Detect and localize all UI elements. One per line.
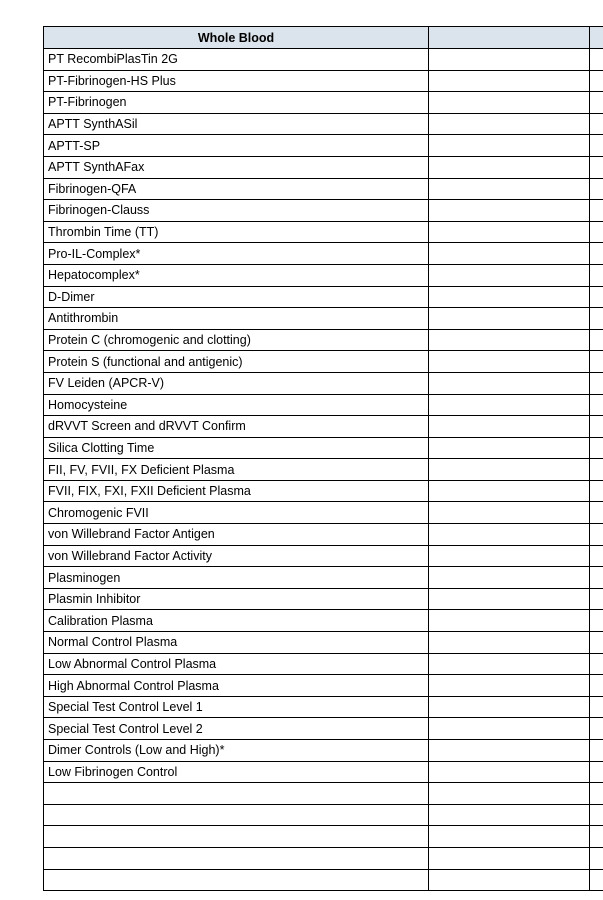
- table-row: [44, 113, 603, 135]
- value-cell[interactable]: [429, 308, 590, 330]
- test-name-cell[interactable]: dRVVT Screen and dRVVT Confirm: [44, 416, 429, 438]
- table-row: [44, 221, 603, 243]
- test-name-cell[interactable]: APTT-SP: [44, 135, 429, 157]
- test-name-cell[interactable]: Homocysteine: [44, 394, 429, 416]
- value-cell[interactable]: [429, 761, 590, 783]
- table-row: [44, 178, 603, 200]
- header-column-2[interactable]: [429, 27, 590, 49]
- table-row: [44, 524, 603, 546]
- extra-cell[interactable]: [590, 826, 603, 848]
- extra-cell[interactable]: [590, 480, 603, 502]
- test-name-cell[interactable]: Protein S (functional and antigenic): [44, 351, 429, 373]
- test-name-cell[interactable]: von Willebrand Factor Antigen: [44, 524, 429, 546]
- value-cell[interactable]: [429, 372, 590, 394]
- extra-cell[interactable]: [590, 200, 603, 222]
- value-cell[interactable]: [429, 351, 590, 373]
- value-cell[interactable]: [429, 156, 590, 178]
- table-row: [44, 437, 603, 459]
- extra-cell[interactable]: [590, 243, 603, 265]
- extra-cell[interactable]: [590, 416, 603, 438]
- extra-cell[interactable]: [590, 545, 603, 567]
- test-name-cell[interactable]: Low Abnormal Control Plasma: [44, 653, 429, 675]
- value-cell[interactable]: [429, 221, 590, 243]
- table-row: [44, 632, 603, 654]
- test-name-cell[interactable]: FV Leiden (APCR-V): [44, 372, 429, 394]
- value-cell[interactable]: [429, 567, 590, 589]
- value-cell[interactable]: [429, 329, 590, 351]
- value-cell[interactable]: [429, 200, 590, 222]
- value-cell[interactable]: [429, 869, 590, 891]
- extra-cell[interactable]: [590, 178, 603, 200]
- table-row: [44, 718, 603, 740]
- extra-cell[interactable]: [590, 221, 603, 243]
- value-cell[interactable]: [429, 502, 590, 524]
- table-row: [44, 610, 603, 632]
- table-row: [44, 92, 603, 114]
- test-name-cell[interactable]: Protein C (chromogenic and clotting): [44, 329, 429, 351]
- extra-cell[interactable]: [590, 113, 603, 135]
- value-cell[interactable]: [429, 92, 590, 114]
- extra-cell[interactable]: [590, 653, 603, 675]
- test-name-cell[interactable]: Chromogenic FVII: [44, 502, 429, 524]
- test-name-cell[interactable]: [44, 783, 429, 805]
- header-whole-blood[interactable]: Whole Blood: [44, 27, 429, 49]
- extra-cell[interactable]: [590, 437, 603, 459]
- value-cell[interactable]: [429, 524, 590, 546]
- table-row: [44, 480, 603, 502]
- test-name-cell[interactable]: APTT SynthASil: [44, 113, 429, 135]
- value-cell[interactable]: [429, 416, 590, 438]
- extra-cell[interactable]: [590, 524, 603, 546]
- table-row: [44, 156, 603, 178]
- extra-cell[interactable]: [590, 869, 603, 891]
- table-row: [44, 416, 603, 438]
- value-cell[interactable]: [429, 178, 590, 200]
- table-row: [44, 70, 603, 92]
- header-row: [44, 27, 603, 49]
- test-name-cell[interactable]: PT RecombiPlasTin 2G: [44, 49, 429, 71]
- table-row: [44, 653, 603, 675]
- extra-cell[interactable]: [590, 804, 603, 826]
- value-cell[interactable]: [429, 588, 590, 610]
- table-row: [44, 49, 603, 71]
- extra-cell[interactable]: [590, 696, 603, 718]
- test-name-cell[interactable]: [44, 869, 429, 891]
- table-row: [44, 329, 603, 351]
- test-name-cell[interactable]: Thrombin Time (TT): [44, 221, 429, 243]
- table-row: [44, 200, 603, 222]
- test-name-cell[interactable]: [44, 804, 429, 826]
- test-name-cell[interactable]: APTT SynthAFax: [44, 156, 429, 178]
- test-name-cell[interactable]: FII, FV, FVII, FX Deficient Plasma: [44, 459, 429, 481]
- table-row: [44, 869, 603, 891]
- test-name-cell[interactable]: Silica Clotting Time: [44, 437, 429, 459]
- extra-cell[interactable]: [590, 675, 603, 697]
- value-cell[interactable]: [429, 113, 590, 135]
- extra-cell[interactable]: [590, 286, 603, 308]
- value-cell[interactable]: [429, 783, 590, 805]
- value-cell[interactable]: [429, 847, 590, 869]
- value-cell[interactable]: [429, 70, 590, 92]
- extra-cell[interactable]: [590, 135, 603, 157]
- value-cell[interactable]: [429, 545, 590, 567]
- extra-cell[interactable]: [590, 718, 603, 740]
- value-cell[interactable]: [429, 480, 590, 502]
- test-name-cell[interactable]: PT-Fibrinogen-HS Plus: [44, 70, 429, 92]
- header-column-3[interactable]: [590, 27, 603, 49]
- extra-cell[interactable]: [590, 567, 603, 589]
- extra-cell[interactable]: [590, 329, 603, 351]
- table-row: [44, 567, 603, 589]
- test-name-cell[interactable]: Dimer Controls (Low and High)*: [44, 740, 429, 762]
- table-row: [44, 675, 603, 697]
- extra-cell[interactable]: [590, 308, 603, 330]
- test-name-cell[interactable]: Special Test Control Level 1: [44, 696, 429, 718]
- table-row: [44, 459, 603, 481]
- test-name-cell[interactable]: von Willebrand Factor Activity: [44, 545, 429, 567]
- table-row: [44, 351, 603, 373]
- extra-cell[interactable]: [590, 632, 603, 654]
- table-row: [44, 394, 603, 416]
- value-cell[interactable]: [429, 610, 590, 632]
- table-row: [44, 588, 603, 610]
- test-name-cell[interactable]: Plasmin Inhibitor: [44, 588, 429, 610]
- extra-cell[interactable]: [590, 372, 603, 394]
- test-name-cell[interactable]: FVII, FIX, FXI, FXII Deficient Plasma: [44, 480, 429, 502]
- value-cell[interactable]: [429, 437, 590, 459]
- test-name-cell[interactable]: [44, 847, 429, 869]
- value-cell[interactable]: [429, 675, 590, 697]
- table-row: [44, 264, 603, 286]
- test-name-cell[interactable]: Pro-IL-Complex*: [44, 243, 429, 265]
- test-name-cell[interactable]: D-Dimer: [44, 286, 429, 308]
- table-row: [44, 372, 603, 394]
- table-row: [44, 761, 603, 783]
- table-row: [44, 286, 603, 308]
- test-name-cell[interactable]: Plasminogen: [44, 567, 429, 589]
- extra-cell[interactable]: [590, 847, 603, 869]
- value-cell[interactable]: [429, 804, 590, 826]
- value-cell[interactable]: [429, 632, 590, 654]
- extra-cell[interactable]: [590, 351, 603, 373]
- value-cell[interactable]: [429, 264, 590, 286]
- table-row: [44, 804, 603, 826]
- table-row: [44, 847, 603, 869]
- table-row: [44, 502, 603, 524]
- test-name-cell[interactable]: High Abnormal Control Plasma: [44, 675, 429, 697]
- test-name-cell[interactable]: Special Test Control Level 2: [44, 718, 429, 740]
- test-name-cell[interactable]: PT-Fibrinogen: [44, 92, 429, 114]
- table-row: [44, 545, 603, 567]
- table-row: [44, 696, 603, 718]
- value-cell[interactable]: [429, 696, 590, 718]
- whole-blood-table: [43, 26, 603, 891]
- extra-cell[interactable]: [590, 761, 603, 783]
- test-name-cell[interactable]: [44, 826, 429, 848]
- extra-cell[interactable]: [590, 740, 603, 762]
- spreadsheet: [43, 26, 603, 891]
- value-cell[interactable]: [429, 394, 590, 416]
- test-name-cell[interactable]: Fibrinogen-Clauss: [44, 200, 429, 222]
- value-cell[interactable]: [429, 718, 590, 740]
- value-cell[interactable]: [429, 135, 590, 157]
- extra-cell[interactable]: [590, 783, 603, 805]
- test-name-cell[interactable]: Antithrombin: [44, 308, 429, 330]
- extra-cell[interactable]: [590, 588, 603, 610]
- extra-cell[interactable]: [590, 610, 603, 632]
- test-name-cell[interactable]: Normal Control Plasma: [44, 632, 429, 654]
- extra-cell[interactable]: [590, 394, 603, 416]
- table-row: [44, 826, 603, 848]
- test-name-cell[interactable]: Hepatocomplex*: [44, 264, 429, 286]
- extra-cell[interactable]: [590, 70, 603, 92]
- value-cell[interactable]: [429, 740, 590, 762]
- table-row: [44, 783, 603, 805]
- value-cell[interactable]: [429, 49, 590, 71]
- table-row: [44, 308, 603, 330]
- table-row: [44, 740, 603, 762]
- value-cell[interactable]: [429, 653, 590, 675]
- table-row: [44, 243, 603, 265]
- extra-cell[interactable]: [590, 156, 603, 178]
- extra-cell[interactable]: [590, 502, 603, 524]
- test-name-cell[interactable]: Calibration Plasma: [44, 610, 429, 632]
- table-row: [44, 135, 603, 157]
- value-cell[interactable]: [429, 459, 590, 481]
- extra-cell[interactable]: [590, 264, 603, 286]
- value-cell[interactable]: [429, 243, 590, 265]
- value-cell[interactable]: [429, 826, 590, 848]
- value-cell[interactable]: [429, 286, 590, 308]
- extra-cell[interactable]: [590, 92, 603, 114]
- extra-cell[interactable]: [590, 49, 603, 71]
- test-name-cell[interactable]: Low Fibrinogen Control: [44, 761, 429, 783]
- extra-cell[interactable]: [590, 459, 603, 481]
- test-name-cell[interactable]: Fibrinogen-QFA: [44, 178, 429, 200]
